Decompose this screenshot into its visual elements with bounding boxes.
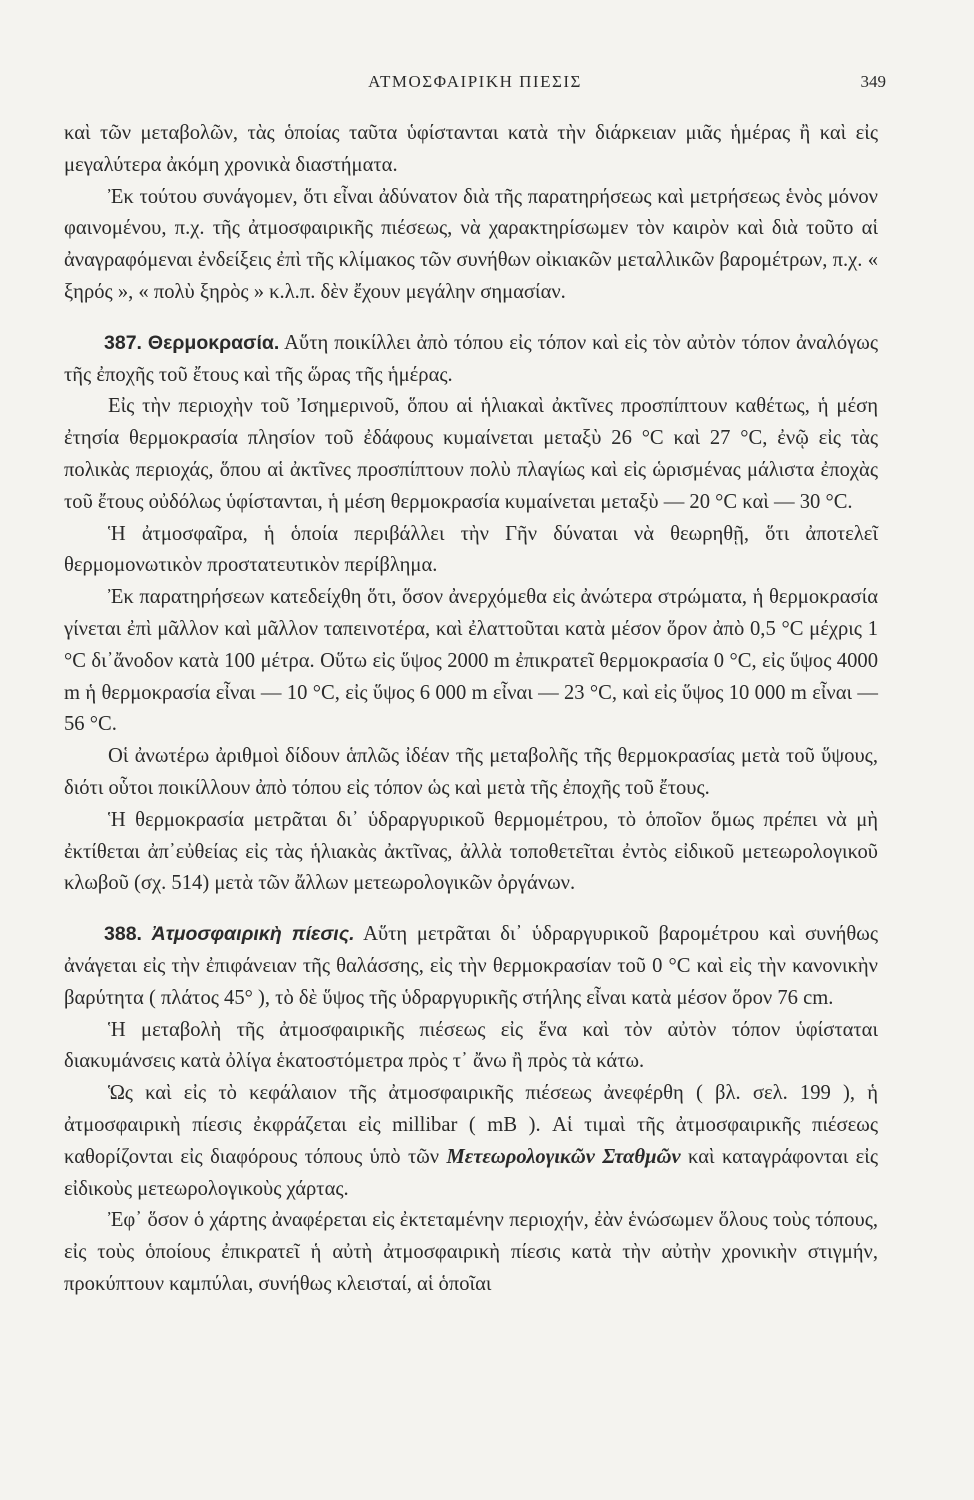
paragraph: Ἡ μεταβολὴ τῆς ἀτμοσφαιρικῆς πιέσεως εἰς ἕνα καὶ τὸν αὐτὸν τόπον ὑφίσταται διακυμάνσεις κατὰ ὀλίγα ἑκατοστόμετρα πρὸς τ᾽ ἄνω ἢ πρὸς τὰ κάτω. xyxy=(64,1018,878,1073)
running-header xyxy=(64,72,886,96)
running-title: ΑΤΜΟΣΦΑΙΡΙΚΗ ΠΙΕΣΙΣ xyxy=(368,72,582,91)
section-text: Αὕτη μετρᾶται δι᾽ ὑδραργυρικοῦ βαρομέτρου καὶ συνήθως ἀνάγεται εἰς τὴν ἐπιφάνειαν τῆς θαλάσσης, εἰς τὴν θερμοκρασίαν τοῦ 0 °C καὶ εἰς τὴν κανονικὴν βαρύτητα ( πλάτος 45° ), τὸ δὲ ὕψος τῆς ὑδραργυρικῆς στήλης εἶναι κατὰ μέσον ὅρον 76 cm. xyxy=(64,923,878,1009)
section-number: 387. xyxy=(104,331,142,354)
paragraph: Ἐκ παρατηρήσεων κατεδείχθη ὅτι, ὅσον ἀνερχόμεθα εἰς ἀνώτερα στρώματα, ἡ θερμοκρασία γίνεται ἐπὶ μᾶλλον καὶ μᾶλλον ταπεινοτέρα, καὶ ἐλαττοῦται κατὰ μέσον ὅρον ἀπὸ 0,5 °C μέχρις 1 °C δι᾽ἄνοδον κατὰ 100 μέτρα. Οὕτω εἰς ὕψος 2000 m ἐπικρατεῖ θερμοκρασία 0 °C, εἰς ὕψος 4000 m ἡ θερμοκρασία εἶναι — 10 °C, εἰς ὕψος 6 000 m εἶναι — 23 °C, καὶ εἰς ὕψος 10 000 m εἶναι — 56 °C. xyxy=(64,586,878,736)
text-run: καὶ καταγράφονται εἰς εἰδικοὺς μετεωρολογικοὺς χάρτας. xyxy=(64,1145,879,1200)
section-number: 388. xyxy=(104,923,142,946)
page-number: 349 xyxy=(860,72,886,91)
section-title: Ἀτμοσφαιρικὴ πίεσις. xyxy=(151,923,355,946)
text-run: Ὡς καὶ εἰς τὸ κεφάλαιον τῆς ἀτμοσφαιρικῆς πιέσεως ἀνεφέρθη ( βλ. σελ. 199 ), ἡ ἀτμοσφαιρικὴ πίεσις ἐκφράζεται εἰς millibar ( mB ). Αἱ τιμαὶ τῆς ἀτμοσφαιρικῆς πιέσεως καθορίζονται εἰς διαφόρους τόπους ὑπὸ τῶν xyxy=(64,1082,878,1168)
section-387-first-paragraph xyxy=(64,328,878,392)
paragraph: Ἡ ἀτμοσφαῖρα, ἡ ὁποία περιβάλλει τὴν Γῆν δύναται νὰ θεωρηθῇ, ὅτι ἀποτελεῖ θερμομονωτικὸν προστατευτικὸν περίβλημα. xyxy=(64,522,878,577)
emphasized-term: Μετεωρολογικῶν Σταθμῶν xyxy=(446,1145,681,1168)
section-388-first-paragraph xyxy=(64,919,878,1014)
section-text: Αὕτη ποικίλλει ἀπὸ τόπου εἰς τόπον καὶ εἰς τὸν αὐτὸν τόπον ἀναλόγως τῆς ἐποχῆς τοῦ ἔτους καὶ τῆς ὥρας τῆς ἡμέρας. xyxy=(64,331,878,386)
paragraph xyxy=(64,1078,878,1205)
paragraph: Ἐκ τούτου συνάγομεν, ὅτι εἶναι ἀδύνατον διὰ τῆς παρατηρήσεως καὶ μετρήσεως ἑνὸς μόνον φαινομένου, π.χ. τῆς ἀτμοσφαιρικῆς πιέσεως, νὰ χαρακτηρίσωμεν τὸν καιρὸν καὶ διὰ τοῦτο αἱ ἀναγραφόμεναι ἐνδείξεις ἐπὶ τῆς κλίμακος τῶν συνήθων οἰκιακῶν μεταλλικῶν βαρομέτρων, π.χ. « ξηρός », « πολὺ ξηρὸς » κ.λ.π. δὲν ἔχουν μεγάλην σημασίαν. xyxy=(64,185,878,303)
paragraph: Εἰς τὴν περιοχὴν τοῦ Ἰσημερινοῦ, ὅπου αἱ ἡλιακαὶ ἀκτῖνες προσπίπτουν καθέτως, ἡ μέση ἐτησία θερμοκρασία πλησίον τοῦ ἐδάφους κυμαίνεται μεταξὺ 26 °C καὶ 27 °C, ἐνῷ εἰς τὰς πολικὰς περιοχάς, ὅπου αἱ ἀκτῖνες προσπίπτουν πολὺ πλαγίως καὶ εἰς ὡρισμένας μάλιστα ἐποχὰς τοῦ ἔτους οὐδόλως ὑφίστανται, ἡ μέση θερμοκρασία κυμαίνεται μεταξὺ — 20 °C καὶ — 30 °C. xyxy=(64,395,878,513)
section-title: Θερμοκρασία. xyxy=(147,331,280,354)
paragraph: Ἐφ᾽ ὅσον ὁ χάρτης ἀναφέρεται εἰς ἐκτεταμένην περιοχήν, ἐὰν ἑνώσωμεν ὅλους τοὺς τόπους, εἰς τοὺς ὁποίους ἐπικρατεῖ ἡ αὐτὴ ἀτμοσφαιρικὴ πίεσις κατὰ τὴν αὐτὴν χρονικὴν στιγμήν, προκύπτουν καμπύλαι, συνήθως κλεισταί, αἱ ὁποῖαι xyxy=(64,1209,878,1295)
paragraph: Οἱ ἀνωτέρω ἀριθμοὶ δίδουν ἁπλῶς ἰδέαν τῆς μεταβολῆς τῆς θερμοκρασίας μετὰ τοῦ ὕψους, διότι οὗτοι ποικίλλουν ἀπὸ τόπου εἰς τόπον ὡς καὶ μετὰ τῆς ἐποχῆς τοῦ ἔτους. xyxy=(64,745,878,799)
page-body xyxy=(64,118,878,1301)
paragraph-continued: καὶ τῶν μεταβολῶν, τὰς ὁποίας ταῦτα ὑφίστανται κατὰ τὴν διάρκειαν μιᾶς ἡμέρας ἢ καὶ εἰς μεγαλύτερα ἀκόμη χρονικὰ διαστήματα. xyxy=(64,122,878,176)
paragraph: Ἡ θερμοκρασία μετρᾶται δι᾽ ὑδραργυρικοῦ θερμομέτρου, τὸ ὁποῖον ὅμως πρέπει νὰ μὴ ἐκτίθεται ἀπ᾽εὐθείας εἰς τὰς ἡλιακὰς ἀκτῖνας, ἀλλὰ τοποθετεῖται ἐντὸς εἰδικοῦ μετεωρολογικοῦ κλωβοῦ (σχ. 514) μετὰ τῶν ἄλλων μετεωρολογικῶν ὀργάνων. xyxy=(64,808,878,895)
